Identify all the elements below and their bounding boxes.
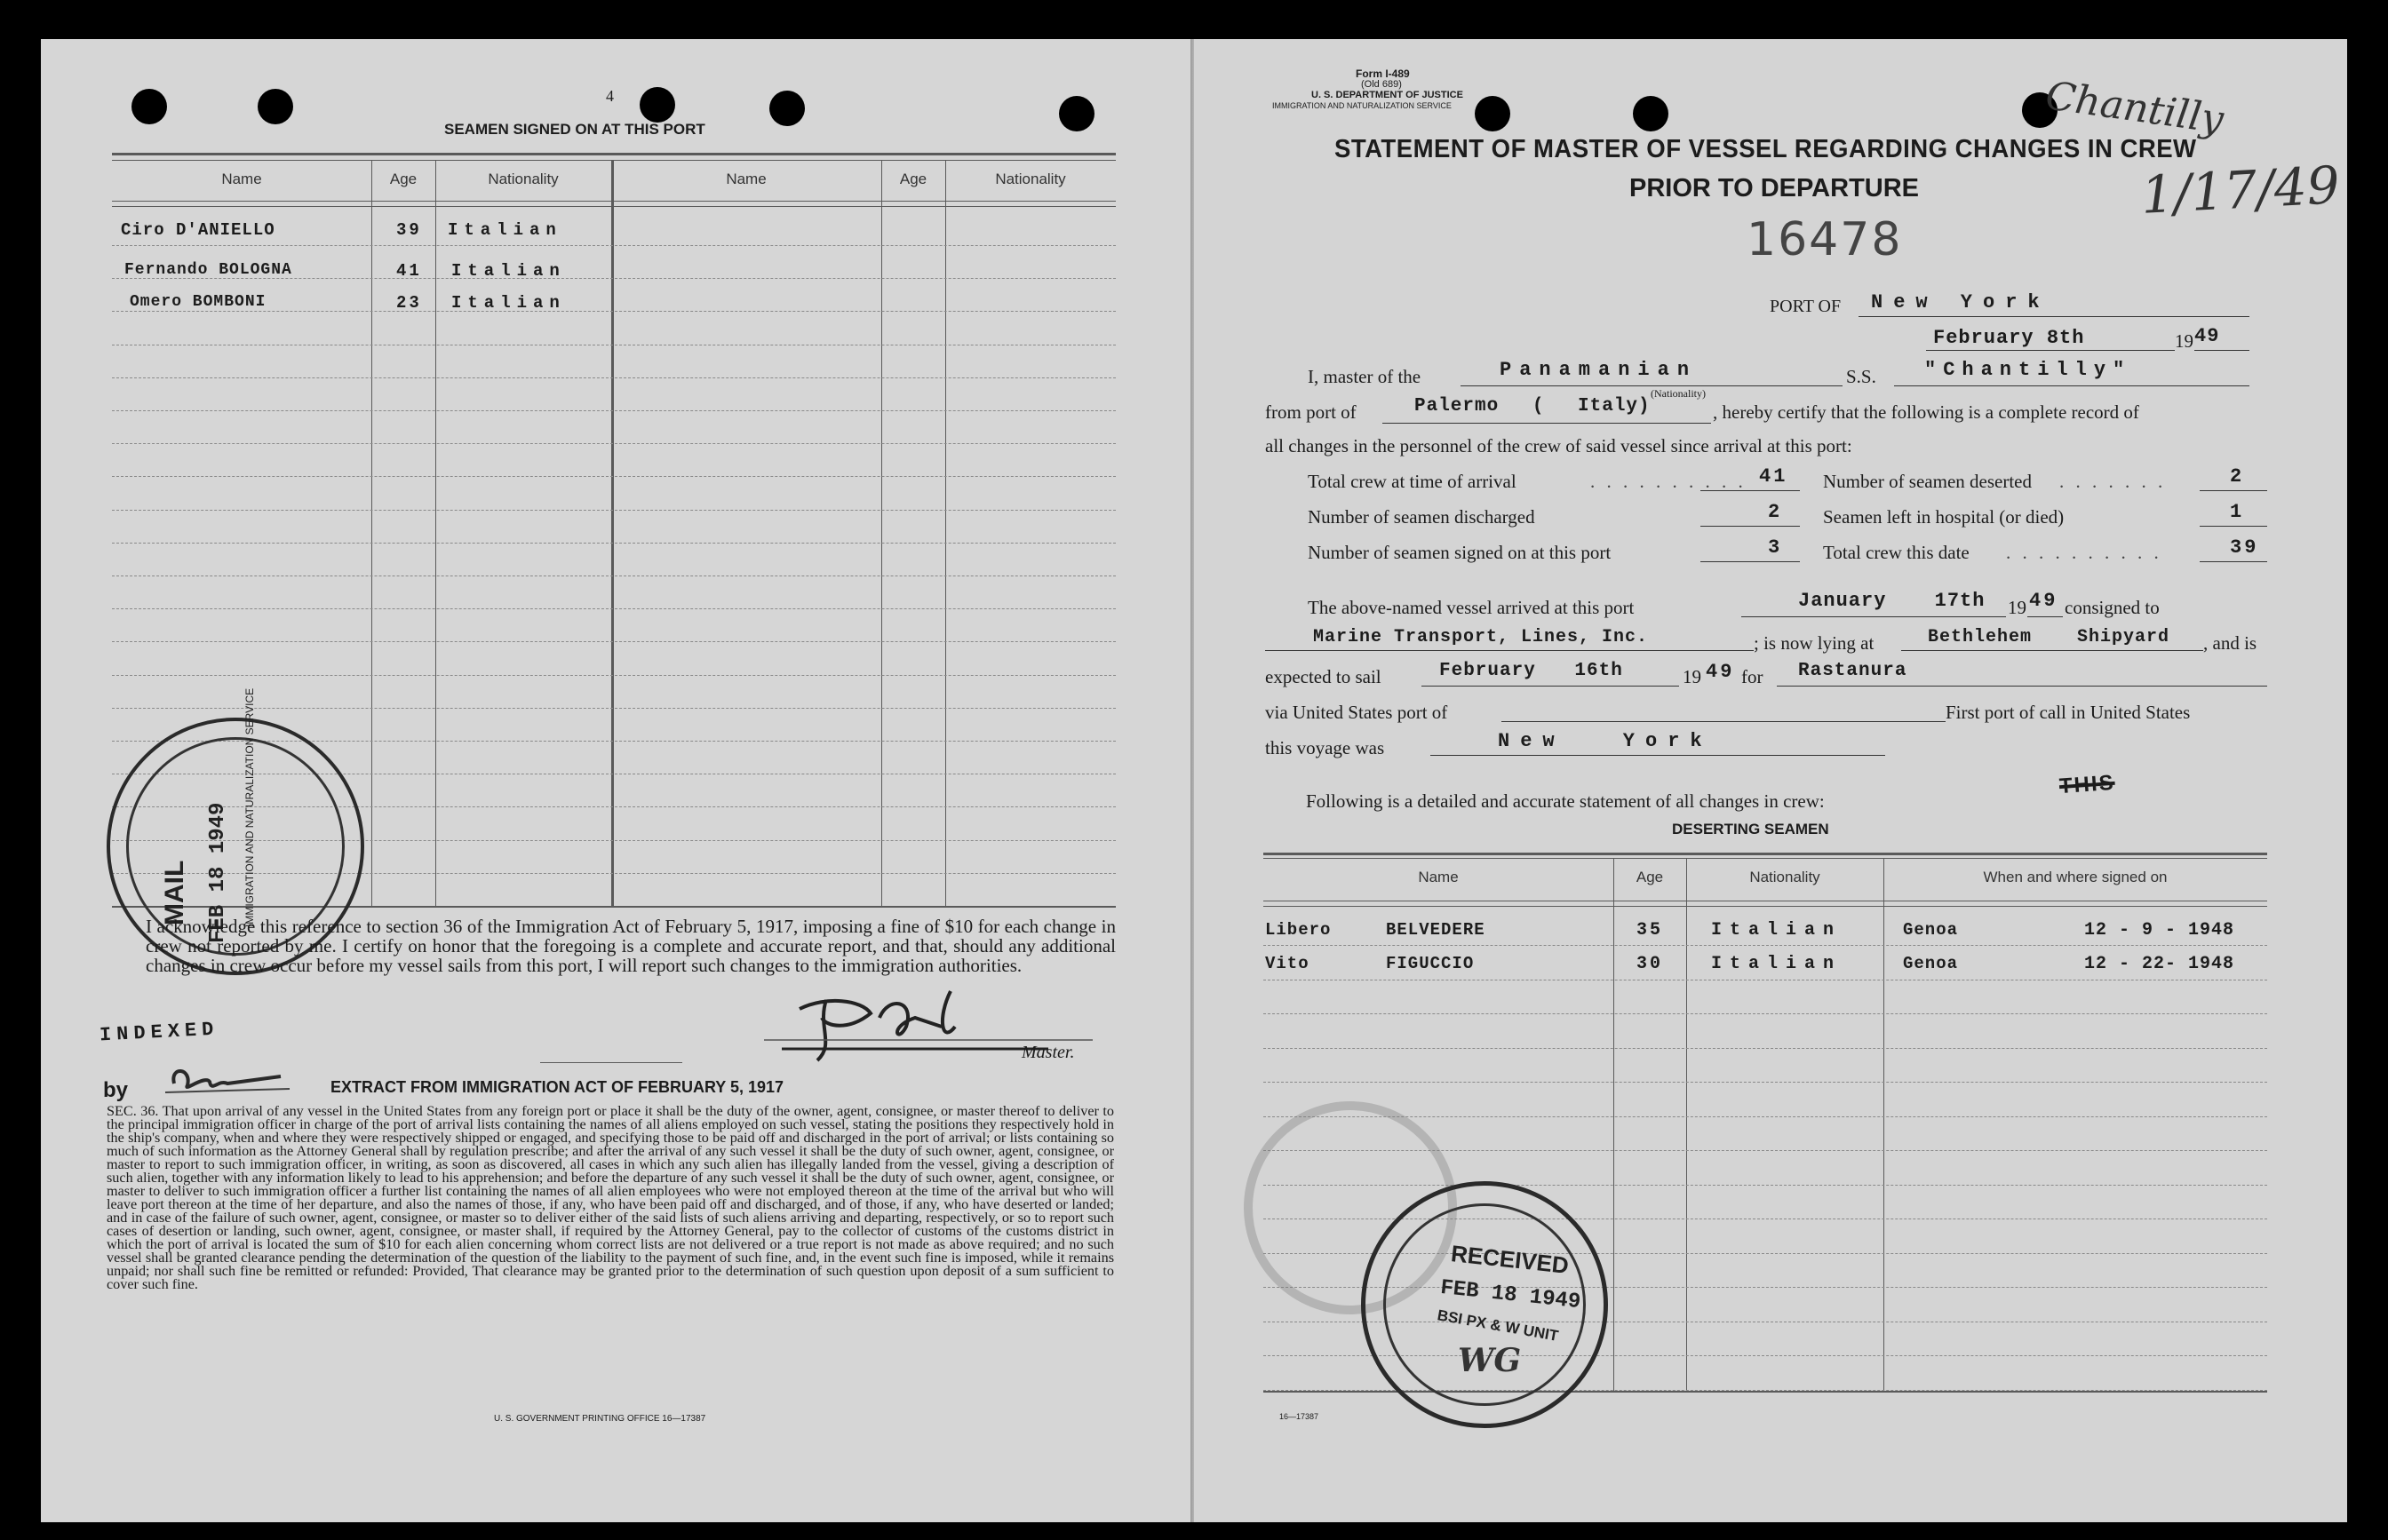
stat-label-signed-on: Number of seamen signed on at this port xyxy=(1308,542,1612,563)
punch-hole xyxy=(769,91,805,126)
ss-label: S.S. xyxy=(1846,366,1876,387)
indexed-stamp: INDEXED xyxy=(99,1018,219,1047)
form-old-number: (Old 689) xyxy=(1361,79,1402,90)
stat-total-arrival: 41 xyxy=(1759,465,1788,488)
table-row-age: 39 xyxy=(396,220,422,240)
deserter-nationality: Italian xyxy=(1711,920,1843,941)
this-voyage-label: this voyage was xyxy=(1265,737,1385,758)
certify-text: , hereby certify that the following is a complete record of xyxy=(1713,401,2139,423)
stat-label-deserted: Number of seamen deserted xyxy=(1823,471,2032,492)
report-date: February 8th xyxy=(1933,327,2085,349)
table-row-nationality: Italian xyxy=(451,261,566,281)
punch-hole xyxy=(640,87,675,123)
table-rule xyxy=(112,675,1116,676)
deserter-last-name: BELVEDERE xyxy=(1386,920,1485,940)
sail-year-prefix: 19 xyxy=(1683,666,1701,687)
table-rule xyxy=(1263,1082,2267,1083)
lying-label: ; is now lying at xyxy=(1754,632,1875,654)
table-rule xyxy=(1263,1116,2267,1117)
stamp-received-word: RECEIVED xyxy=(1449,1240,1571,1279)
first-port-label: First port of call in United States xyxy=(1946,702,2191,723)
following-text: Following is a detailed and accurate statement of all changes in crew: xyxy=(1306,790,1825,812)
extract-title: EXTRACT FROM IMMIGRATION ACT OF FEBRUARY 5, 1917 xyxy=(330,1078,784,1096)
table-top-rule xyxy=(1263,853,2267,855)
first-port-underline xyxy=(1430,755,1885,756)
col-divider xyxy=(881,160,882,906)
first-port-value: New York xyxy=(1498,730,1713,752)
from-port-underline xyxy=(1382,423,1711,424)
table-top-rule xyxy=(1263,858,2267,859)
table-rule xyxy=(112,245,1116,246)
punch-hole xyxy=(258,89,293,124)
col-divider xyxy=(1613,858,1614,1391)
table-top-rule xyxy=(112,153,1116,155)
stat-deserted: 2 xyxy=(2230,465,2245,488)
col-header-nationality: Nationality xyxy=(1749,869,1820,885)
punch-hole xyxy=(1059,96,1094,131)
vessel-name: "Chantilly" xyxy=(1924,359,2132,381)
col-header-nationality: Nationality xyxy=(488,171,559,187)
table-header-rule xyxy=(1263,906,2267,907)
table-row-name: Fernando BOLOGNA xyxy=(124,261,292,279)
consignee: Marine Transport, Lines, Inc. xyxy=(1313,627,1649,647)
deserter-last-name: FIGUCCIO xyxy=(1386,954,1475,973)
table-rule xyxy=(1263,1048,2267,1049)
nationality-caption: (Nationality) xyxy=(1651,387,1706,400)
form-title-line1: STATEMENT OF MASTER OF VESSEL REGARDING CHANGES IN CREW xyxy=(1334,135,2197,163)
stat-underline xyxy=(2200,490,2267,491)
col-divider xyxy=(1883,858,1884,1391)
arrived-underline xyxy=(1741,616,2006,617)
stamp-inner-text: IMMIGRATION AND NATURALIZATION SERVICE xyxy=(243,687,256,927)
department-name: U. S. DEPARTMENT OF JUSTICE xyxy=(1311,90,1463,100)
extract-rule xyxy=(540,1062,682,1063)
stamp-date: FEB 18 1949 xyxy=(1439,1275,1582,1315)
stat-underline xyxy=(1700,526,1800,527)
table-rule xyxy=(112,410,1116,411)
printer-line: U. S. GOVERNMENT PRINTING OFFICE 16—17387 xyxy=(494,1414,706,1424)
table-rule xyxy=(1263,1013,2267,1014)
table-row-age: 41 xyxy=(396,261,422,281)
punch-hole xyxy=(1633,96,1668,131)
table-rule xyxy=(112,443,1116,444)
arrived-year: 49 xyxy=(2029,590,2058,612)
page-number: 4 xyxy=(606,87,614,105)
table-header-rule xyxy=(112,206,1116,207)
nationality-underline xyxy=(1461,385,1843,386)
from-port-label: from port of xyxy=(1265,401,1357,423)
sail-underline xyxy=(1421,686,1679,687)
stamp-unit: BSI PX & W UNIT xyxy=(1436,1306,1560,1345)
col-divider xyxy=(1686,858,1687,1391)
deserting-title: DESERTING SEAMEN xyxy=(1672,821,1829,837)
consignee-underline xyxy=(1265,650,1754,651)
table-rule xyxy=(112,377,1116,378)
stamp-mail-word: MAIL xyxy=(160,860,189,925)
stat-total-today: 39 xyxy=(2230,536,2259,559)
form-number: Form I-489 xyxy=(1356,67,1410,80)
col-header-age: Age xyxy=(1636,869,1664,885)
col-header-age: Age xyxy=(899,171,927,187)
col-header-name: Name xyxy=(726,171,767,187)
deserter-place: Genoa xyxy=(1903,954,1959,973)
stat-label-hospital: Seamen left in hospital (or died) xyxy=(1823,506,2065,528)
arrived-year-underline xyxy=(2027,616,2063,617)
arrived-year-prefix: 19 xyxy=(2008,597,2026,618)
deserter-date: 12 - 9 - 1948 xyxy=(2084,920,2235,941)
and-is-label: , and is xyxy=(2203,632,2257,654)
deserter-date: 12 - 22- 1948 xyxy=(2084,954,2235,974)
stat-discharged: 2 xyxy=(1768,501,1783,523)
year-prefix: 19 xyxy=(2175,330,2193,352)
stat-label-discharged: Number of seamen discharged xyxy=(1308,506,1535,528)
col-divider xyxy=(371,160,372,906)
table-row-age: 23 xyxy=(396,293,422,313)
arrived-label: The above-named vessel arrived at this port xyxy=(1308,597,1635,618)
deserter-age: 30 xyxy=(1636,954,1664,974)
stat-label-total-today: Total crew this date xyxy=(1823,542,1970,563)
stat-label-total-arrival: Total crew at time of arrival xyxy=(1308,471,1516,492)
table-rule xyxy=(1263,945,2267,946)
destination: Rastanura xyxy=(1798,661,1907,681)
deserter-first-name: Libero xyxy=(1265,920,1332,940)
via-label: via United States port of xyxy=(1265,702,1448,723)
vessel-underline xyxy=(1894,385,2249,386)
handwritten-number: 16478 xyxy=(1747,213,1903,266)
year-underline xyxy=(2194,350,2249,351)
destination-underline xyxy=(1777,686,2267,687)
deserter-nationality: Italian xyxy=(1711,954,1843,974)
stat-underline xyxy=(1700,561,1800,562)
lying-underline xyxy=(1901,650,2203,651)
certification-text: I acknowledge this reference to section 36 of the Immigration Act of February 5, 1917, imposing a fine of $10 for each change in crew not reported by me. I certify on honor that the foregoing is a complete and accurate report, and that, should any additional changes in crew occur before my vessel sails from this port, I will report such changes to the immigration authorities. xyxy=(146,916,1116,976)
table-rule xyxy=(112,708,1116,709)
stat-underline xyxy=(2200,561,2267,562)
stat-underline xyxy=(1700,490,1800,491)
report-year: 49 xyxy=(2194,325,2220,347)
master-label: Master. xyxy=(1022,1043,1075,1062)
col-header-nationality: Nationality xyxy=(995,171,1066,187)
col-divider xyxy=(435,160,436,906)
form-title-line2: PRIOR TO DEPARTURE xyxy=(1629,174,1920,202)
via-underline xyxy=(1501,721,1946,722)
master-of-label: I, master of the xyxy=(1308,366,1421,387)
handwritten-date: 1/17/49 xyxy=(2139,155,2342,226)
table-rule xyxy=(112,510,1116,511)
deserter-first-name: Vito xyxy=(1265,954,1309,973)
stat-underline xyxy=(2200,526,2267,527)
stat-hospital: 1 xyxy=(2230,501,2245,523)
punch-hole xyxy=(1475,96,1510,131)
date-underline xyxy=(1926,350,2175,351)
printer-line: 16—17387 xyxy=(1279,1412,1319,1421)
port-label: PORT OF xyxy=(1770,297,1842,316)
col-header-signed-on: When and where signed on xyxy=(1983,869,2168,885)
table-row-name: Omero BOMBONI xyxy=(130,293,267,311)
certify-text-2: all changes in the personnel of the crew of said vessel since arrival at this port: xyxy=(1265,435,1852,456)
deserter-place: Genoa xyxy=(1903,920,1959,940)
expected-label: expected to sail xyxy=(1265,666,1381,687)
struck-word: THIS xyxy=(2058,770,2116,799)
consigned-label: consigned to xyxy=(2065,597,2160,618)
service-name: IMMIGRATION AND NATURALIZATION SERVICE xyxy=(1272,101,1452,110)
col-divider xyxy=(611,160,614,906)
port-value: New York xyxy=(1871,291,2050,314)
col-divider xyxy=(945,160,946,906)
table-rule xyxy=(112,608,1116,609)
table-top-rule xyxy=(112,160,1116,161)
table-rule xyxy=(112,476,1116,477)
punch-hole xyxy=(131,89,167,124)
table-rule xyxy=(112,311,1116,312)
col-header-name: Name xyxy=(1418,869,1459,885)
received-stamp xyxy=(1361,1181,1608,1428)
sail-year: 49 xyxy=(1706,661,1735,683)
stamp-date: FEB 18 1949 xyxy=(206,802,230,943)
table-row-nationality: Italian xyxy=(451,293,566,313)
from-port-value: Palermo ( Italy) xyxy=(1414,396,1651,417)
stamp-initials: WG xyxy=(1458,1342,1522,1379)
vessel-nationality: Panamanian xyxy=(1500,359,1698,381)
table-row-nationality: Italian xyxy=(448,220,562,240)
indexed-initials xyxy=(156,1057,298,1101)
extract-text: SEC. 36. That upon arrival of any vessel in the United States from any foreign port or place it shall be the duty of the owner, agent, consignee, or master thereof to deliver to the principal immigration officer in charge of the port of arrival lists containing the names of all aliens employed on such vessel, stating the positions they respectively hold in the ship's company, when and where they were respectively shipped or engaged, and specifying those to be paid off and discharged in the port of arrival; or lists containing so much of such information as the Attorney General shall by regulation prescribe; and after the arrival of any such vessel it shall be the duty of such owner, agent, consignee, or master to report to such immigration officer, in writing, as soon as discovered, all cases in which any such alien has illegally landed from the vessel, giving a description of such alien, together with any information likely to lead to his apprehension; and before the departure of any such vessel it shall be the duty of such owner, agent, consignee, or master to deliver to such immigration officer a further list containing the names of all alien employees who were not employed thereon at the time of the arrival but who will leave port thereon at the time of her departure, and also the names of those, if any, who have been paid off and discharged, and of those, if any, who have deserted or landed; and in case of the failure of such owner, agent, consignee, or master so to deliver either of the said lists of such aliens arriving and departing, respectively, or so to report such cases of desertion or landing, such owner, agent, consignee, or master shall, if required by the Attorney General, pay to the collector of customs of the customs district in which the port of arrival is located the sum of $10 for each alien concerning whom correct lists are not delivered or a true report is not made as above required; and no such vessel shall be granted clearance pending the determination of the question of the liability to the payment of such fine, and, in the event such fine is imposed, while it remains unpaid; nor shall such fine be remitted or refunded: Provided, That clearance may be granted prior to the determination of such question upon deposit of a sum sufficient to cover such fine. xyxy=(107,1103,1114,1292)
table-header-rule xyxy=(112,201,1116,202)
sail-date: February 16th xyxy=(1439,661,1623,681)
deserter-age: 35 xyxy=(1636,920,1664,941)
table-row-name: Ciro D'ANIELLO xyxy=(121,220,275,240)
col-header-name: Name xyxy=(221,171,262,187)
col-header-age: Age xyxy=(389,171,418,187)
table-rule xyxy=(112,641,1116,642)
handwritten-ship-name: Chantilly xyxy=(2042,73,2226,143)
table-rule xyxy=(112,543,1116,544)
indexed-by-label: by xyxy=(103,1078,129,1102)
for-label: for xyxy=(1741,666,1763,687)
seamen-signed-on-title: SEAMEN SIGNED ON AT THIS PORT xyxy=(444,121,705,138)
lying-at: Bethlehem Shipyard xyxy=(1928,627,2170,647)
port-underline xyxy=(1859,316,2249,317)
arrived-date: January 17th xyxy=(1798,590,1986,612)
stat-signed-on: 3 xyxy=(1768,536,1783,559)
